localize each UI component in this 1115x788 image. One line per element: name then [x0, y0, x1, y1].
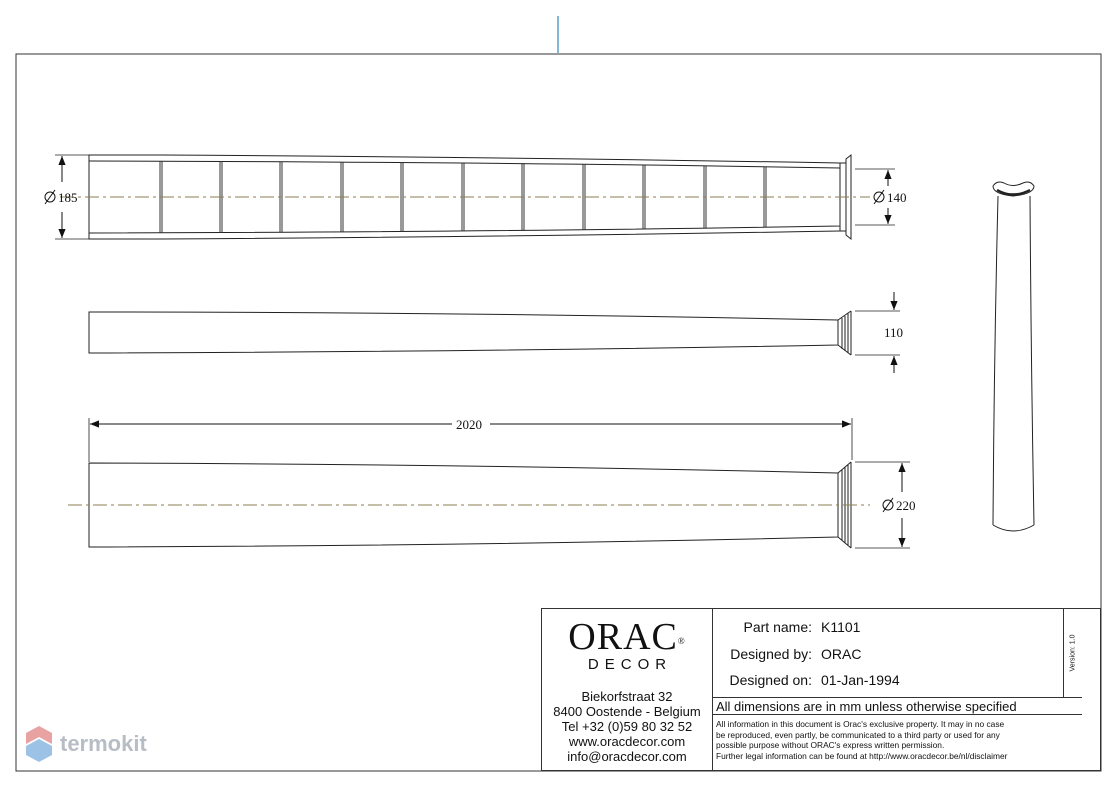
part-name-label: Part name:: [743, 619, 812, 635]
designed-on-value: 01-Jan-1994: [821, 672, 900, 688]
perspective-view: [993, 182, 1034, 531]
logo-sub-text: DECOR: [587, 656, 673, 673]
address-street: Biekorfstraat 32: [581, 689, 673, 704]
designed-by-label: Designed by:: [730, 646, 812, 662]
designed-by-row: [713, 641, 1082, 668]
address-email: info@oracdecor.com: [567, 749, 687, 764]
orac-decor-logo: [542, 617, 712, 673]
version-text: Version: 1.0: [1069, 634, 1077, 672]
legal-line: All information in this document is Orac's exclusive property. It may in no case: [716, 719, 1005, 729]
dim-140-label: 140: [887, 190, 907, 205]
designed-on-label: Designed on:: [729, 672, 812, 688]
dim-110-label: 110: [884, 325, 904, 340]
dim-220-label: 220: [896, 498, 916, 513]
legal-line: Further legal information can be found at http://www.oracdecor.be/nl/disclaimer: [716, 750, 1008, 761]
termokit-logo-icon: [24, 724, 54, 764]
designed-on-row: [713, 667, 1082, 694]
dimension-185: [45, 155, 89, 239]
logo-main-text: ORAC: [568, 616, 678, 658]
address-city: 8400 Oostende - Belgium: [553, 704, 701, 719]
address-website: www.oracdecor.com: [568, 734, 686, 749]
logo-registered-mark: ®: [677, 636, 686, 646]
legal-line: possible purpose without ORAC's express written permission.: [716, 740, 945, 751]
company-address: [542, 689, 712, 764]
address-phone: Tel +32 (0)59 80 32 52: [561, 719, 693, 734]
units-note: All dimensions are in mm unless otherwise specified: [713, 697, 1082, 715]
dim-185-label: 185: [58, 190, 78, 205]
dim-2020-label: 2020: [456, 417, 482, 432]
title-block: [541, 608, 1101, 771]
part-info-panel: [713, 609, 1082, 770]
watermark-text: termokit: [60, 731, 147, 756]
termokit-watermark: [24, 724, 147, 764]
legal-notice: [716, 719, 1082, 761]
legal-line: be reproduced, even partly, be communicated to a third party or used for any: [716, 729, 1000, 740]
part-name-value: K1101: [821, 619, 861, 635]
part-name-row: [713, 614, 1082, 641]
dimension-110: [855, 292, 903, 373]
version-cell: [1063, 609, 1082, 697]
company-panel: [542, 609, 713, 770]
side-view: [89, 311, 851, 355]
dimension-2020: [89, 417, 852, 462]
dimension-220: [855, 462, 916, 548]
designed-by-value: ORAC: [821, 646, 862, 662]
